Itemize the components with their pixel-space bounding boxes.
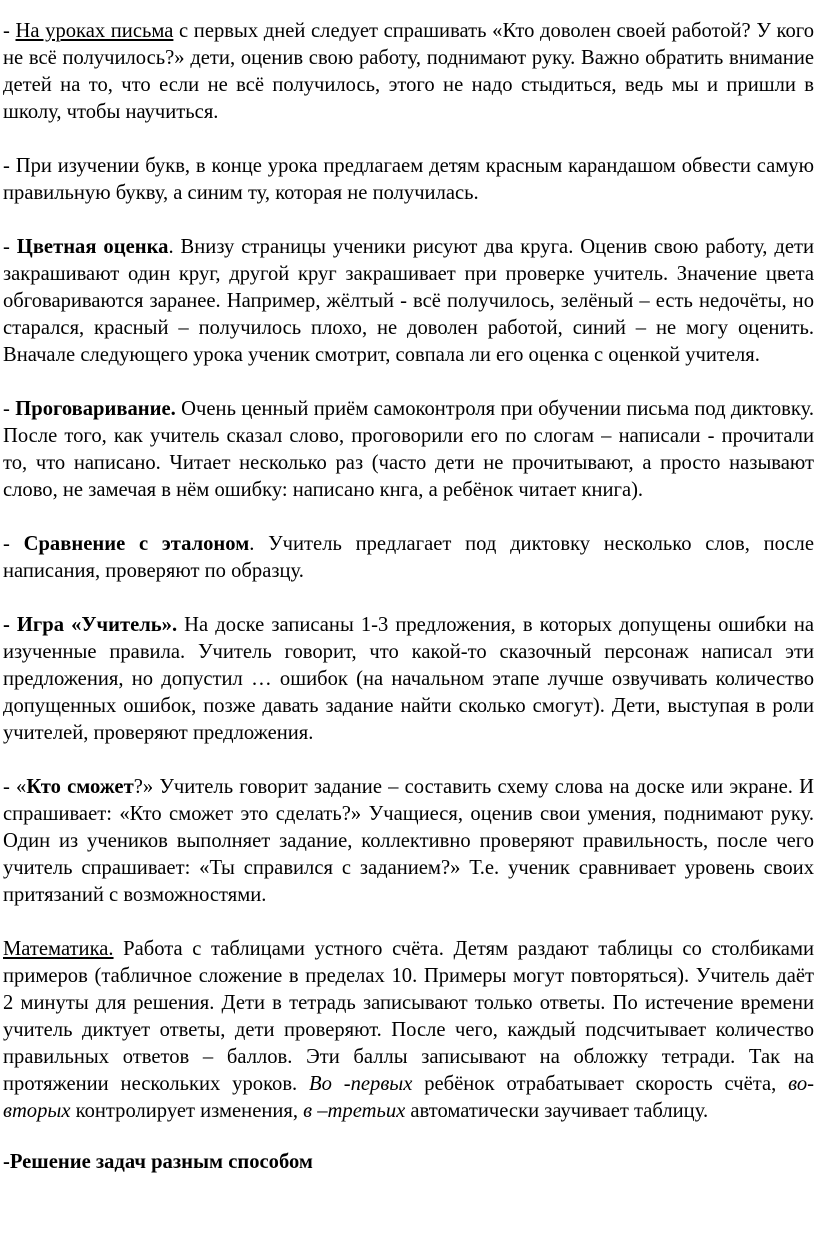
paragraph-who-can	[3, 774, 814, 909]
dash: -	[3, 398, 16, 420]
color-assessment-heading: Цветная оценка	[16, 236, 169, 258]
mathematics-heading: Математика.	[3, 938, 114, 960]
who-can-heading: Кто сможет	[26, 776, 134, 798]
paragraph-text: с первых дней следует спрашивать «Кто доволен своей работой? У кого не всё получилось?» дети, оценив свою работу, поднимают руку. Важно обратить внимание детей на то, что если не всё получилось, этого не надо стыдиться, ведь мы и пришли в школу, чтобы научиться.	[3, 20, 815, 123]
paragraph-text: На доске записаны 1-3 предложения, в которых допущены ошибки на изученные правила. Учитель говорит, что какой-то сказочный персонаж написал эти предложения, но допустил … ошибок (на начальном этапе лучше озвучивать количество допущенных ошибок, позже давать задание найти сколько смогут). Дети, выступая в роли учителей, проверяют предложения.	[3, 614, 815, 744]
paragraph-text: . Учитель предлагает под диктовку несколько слов, после написания, проверяют по образцу.	[3, 533, 814, 582]
paragraph-text: автоматически заучивает таблицу.	[405, 1100, 709, 1122]
paragraph-problem-solving	[3, 1149, 814, 1176]
paragraph-text: ребёнок отрабатывает скорость счёта,	[412, 1073, 789, 1095]
dash: -	[3, 236, 17, 258]
paragraph-color-assessment	[3, 234, 814, 369]
problem-solving-heading: -Решение задач разным способом	[3, 1151, 313, 1173]
emphasis-first: Во -первых	[309, 1073, 413, 1095]
paragraph-text: . Внизу страницы ученики рисуют два круга. Оценив свою работу, дети закрашивают один круг, другой круг закрашивает при проверке учитель. Значение цвета обговариваются заранее. Например, жёлтый - всё получилось, зелёный – есть недочёты, но старался, красный – получилось плохо, не доволен работой, синий – не могу оценить. Вначале следующего урока ученик смотрит, совпала ли его оценка с оценкой учителя.	[3, 236, 814, 366]
dash: -	[3, 533, 24, 555]
emphasis-third: в –третьих	[303, 1100, 406, 1122]
paragraph-mathematics	[3, 936, 814, 1125]
writing-lessons-heading: На уроках письма	[15, 20, 174, 42]
dash: - «	[3, 776, 27, 798]
paragraph-letters-study	[3, 153, 814, 207]
comparison-heading: Сравнение с эталоном	[23, 533, 250, 555]
teacher-game-heading: - Игра «Учитель».	[3, 614, 178, 636]
paragraph-text: Работа с таблицами устного счёта. Детям раздают таблицы со столбиками примеров (табличное сложение в пределах 10. Примеры могут повторяться). Учитель даёт 2 минуты для решения. Дети в тетрадь записывают только ответы. По истечение времени учитель диктует ответы, дети проверяют. После чего, каждый подсчитывает количество правильных ответов – баллов. Эти баллы записывают на обложку тетради. Так на протяжении нескольких уроков.	[3, 938, 814, 1095]
dash: -	[3, 20, 16, 42]
paragraph-text: Очень ценный приём самоконтроля при обучении письма под диктовку. После того, как учитель сказал слово, проговорили его по слогам – написали - прочитали то, что написано. Читает несколько раз (часто дети не прочитывают, а просто называют слово, не замечая в нём ошибку: написано кнга, а ребёнок читает книга).	[3, 398, 814, 501]
paragraph-text: - При изучении букв, в конце урока предлагаем детям красным карандашом обвести самую правильную букву, а синим ту, которая не получилась.	[3, 155, 814, 204]
paragraph-teacher-game	[3, 612, 814, 747]
paragraph-writing-lessons	[3, 18, 814, 126]
paragraph-comparison-standard	[3, 531, 814, 585]
paragraph-text: контролирует изменения,	[70, 1100, 304, 1122]
pronunciation-heading: Проговаривание.	[15, 398, 176, 420]
paragraph-pronunciation	[3, 396, 814, 504]
paragraph-text: ?» Учитель говорит задание – составить схему слова на доске или экране. И спрашивает: «Кто сможет это сделать?» Учащиеся, оценив свои умения, поднимают руку. Один из учеников выполняет задание, коллективно проверяют правильность, после чего учитель спрашивает: «Ты справился с заданием?» Т.е. ученик сравнивает уровень своих притязаний с возможностями.	[3, 776, 814, 906]
emphasis-second: во-вторых	[3, 1073, 814, 1122]
